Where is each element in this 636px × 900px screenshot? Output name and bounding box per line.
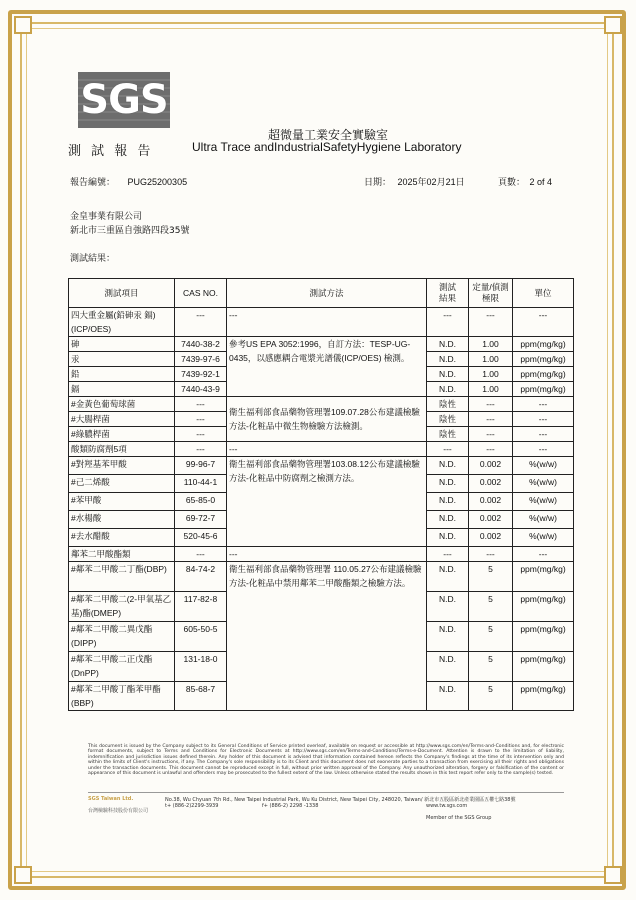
report-number-value: PUG25200305 xyxy=(127,177,188,187)
client-address: 新北市三重區自強路四段35號 xyxy=(70,226,190,236)
header-test-item: 測試項目 xyxy=(69,279,175,308)
cell-unit: ppm(mg/kg) xyxy=(513,622,574,652)
corner-ornament xyxy=(604,16,622,34)
cell-method: --- xyxy=(227,547,427,562)
cell-item: 鉛 xyxy=(69,367,175,382)
cell-result: N.D. xyxy=(427,352,469,367)
footer-member: Member of the SGS Group xyxy=(426,815,492,821)
cell-limit: 5 xyxy=(469,682,513,711)
table-row xyxy=(69,457,574,475)
header-test-result: 測試 結果 xyxy=(427,279,469,308)
cell-cas: 117-82-8 xyxy=(175,592,227,622)
cell-limit: 1.00 xyxy=(469,337,513,352)
table-row xyxy=(69,547,574,562)
cell-limit: 1.00 xyxy=(469,367,513,382)
cell-cas: 7440-43-9 xyxy=(175,382,227,397)
footer-phone: t+ (886-2)2299-3939 xyxy=(165,803,219,809)
cell-result: --- xyxy=(427,442,469,457)
cell-cas: --- xyxy=(175,397,227,412)
cell-unit: %(w/w) xyxy=(513,529,574,547)
cell-cas: 85-68-7 xyxy=(175,682,227,711)
results-label: 測試結果： xyxy=(70,254,116,264)
cell-result: --- xyxy=(427,547,469,562)
cell-unit: %(w/w) xyxy=(513,493,574,511)
cell-method-preservatives: 衛生福利部食品藥物管理署103.08.12公布建議檢驗方法-化粧品中防腐劑之檢測方法。 xyxy=(227,457,427,547)
cell-result: N.D. xyxy=(427,457,469,475)
cell-item: #鄰苯二甲酸丁酯苯甲酯(BBP) xyxy=(69,682,175,711)
cell-cas: 7439-97-6 xyxy=(175,352,227,367)
cell-method-phthalates: 衛生福利部食品藥物管理署 110.05.27公布建議檢驗方法-化粧品中禁用鄰苯二甲酸酯類之檢驗方法。 xyxy=(227,562,427,711)
cell-cas: --- xyxy=(175,427,227,442)
cell-result: N.D. xyxy=(427,592,469,622)
table-row xyxy=(69,397,574,412)
table-row xyxy=(69,308,574,337)
cell-item: #己二烯酸 xyxy=(69,475,175,493)
cell-limit: 0.002 xyxy=(469,511,513,529)
cell-item: #鄰苯二甲酸二(2-甲氧基乙基)酯(DMEP) xyxy=(69,592,175,622)
cell-item: 四大重金屬(鉛砷汞 鎘)(ICP/OES) xyxy=(69,308,175,337)
cell-item: #苯甲酸 xyxy=(69,493,175,511)
cell-item: #去水醋酸 xyxy=(69,529,175,547)
report-number xyxy=(70,175,187,188)
cell-unit: %(w/w) xyxy=(513,457,574,475)
cell-result: N.D. xyxy=(427,382,469,397)
cell-unit: ppm(mg/kg) xyxy=(513,652,574,682)
cell-method: --- xyxy=(227,308,427,337)
cell-cas: 69-72-7 xyxy=(175,511,227,529)
cell-item: #大腸桿菌 xyxy=(69,412,175,427)
cell-item: #綠膿桿菌 xyxy=(69,427,175,442)
footer-company-en: SGS Taiwan Ltd. xyxy=(88,796,134,802)
cell-cas: --- xyxy=(175,308,227,337)
cell-unit: ppm(mg/kg) xyxy=(513,367,574,382)
corner-ornament xyxy=(604,866,622,884)
cell-unit: ppm(mg/kg) xyxy=(513,337,574,352)
cell-item: 汞 xyxy=(69,352,175,367)
cell-unit: ppm(mg/kg) xyxy=(513,352,574,367)
cell-result: N.D. xyxy=(427,337,469,352)
cell-cas: 7439-92-1 xyxy=(175,367,227,382)
cell-result: N.D. xyxy=(427,622,469,652)
cell-cas: 131-18-0 xyxy=(175,652,227,682)
cell-limit: 0.002 xyxy=(469,529,513,547)
footer-fax: f+ (886-2) 2298 -1338 xyxy=(262,803,319,809)
cell-limit: 1.00 xyxy=(469,352,513,367)
cell-limit: 0.002 xyxy=(469,475,513,493)
footer-company-cn: 台灣檢驗科技股份有限公司 xyxy=(88,808,149,814)
lab-name-english: Ultra Trace andIndustrialSafetyHygiene Laboratory xyxy=(192,140,462,154)
cell-item: 鄰苯二甲酸酯類 xyxy=(69,547,175,562)
cell-limit: 5 xyxy=(469,622,513,652)
cell-item: #水楊酸 xyxy=(69,511,175,529)
cell-unit: --- xyxy=(513,547,574,562)
cell-cas: --- xyxy=(175,442,227,457)
header-limit: 定量/偵測 極限 xyxy=(469,279,513,308)
table-row xyxy=(69,442,574,457)
logo-text: SGS xyxy=(80,77,168,123)
cell-unit: %(w/w) xyxy=(513,511,574,529)
footer-address: No.38, Wu Chyuan 7th Rd., New Taipei Industrial Park, Wu Ku District, New Taipei City, 248020, Taiwan/ 新北市五股區新北產業園區五權七路38號 xyxy=(165,797,516,803)
cell-item: 酸類防腐劑5項 xyxy=(69,442,175,457)
cell-result: N.D. xyxy=(427,511,469,529)
cell-result: N.D. xyxy=(427,493,469,511)
page-number xyxy=(498,175,552,188)
cell-item: 砷 xyxy=(69,337,175,352)
cell-limit: --- xyxy=(469,547,513,562)
page-number-value: 2 of 4 xyxy=(529,177,553,187)
cell-unit: ppm(mg/kg) xyxy=(513,682,574,711)
cell-method-microbes: 衛生福利部食品藥物管理署109.07.28公布建議檢驗方法-化粧品中微生物檢驗方法檢測。 xyxy=(227,397,427,442)
cell-unit: ppm(mg/kg) xyxy=(513,592,574,622)
cell-item: #對羥基苯甲酸 xyxy=(69,457,175,475)
report-date-label: 日期： xyxy=(364,177,392,187)
header-cas-no: CAS NO. xyxy=(175,279,227,308)
document-title: 測 試 報 告 xyxy=(68,144,154,159)
table-header-row xyxy=(69,279,574,308)
cell-item: #金黃色葡萄球菌 xyxy=(69,397,175,412)
results-table xyxy=(68,278,574,711)
cell-cas: --- xyxy=(175,412,227,427)
footer-website: www.tw.sgs.com xyxy=(426,803,468,809)
page-number-label: 頁數： xyxy=(498,177,526,187)
cell-result: 陰性 xyxy=(427,412,469,427)
cell-unit: ppm(mg/kg) xyxy=(513,382,574,397)
cell-limit: 5 xyxy=(469,652,513,682)
cell-cas: 84-74-2 xyxy=(175,562,227,592)
footer-company xyxy=(88,796,148,814)
cell-cas: 7440-38-2 xyxy=(175,337,227,352)
cell-limit: 0.002 xyxy=(469,493,513,511)
cell-result: N.D. xyxy=(427,652,469,682)
header-unit: 單位 xyxy=(513,279,574,308)
cell-cas: 99-96-7 xyxy=(175,457,227,475)
cell-unit: ppm(mg/kg) xyxy=(513,562,574,592)
cell-result: N.D. xyxy=(427,367,469,382)
cell-result: N.D. xyxy=(427,682,469,711)
cell-result: N.D. xyxy=(427,475,469,493)
cell-limit: 0.002 xyxy=(469,457,513,475)
cell-unit: --- xyxy=(513,397,574,412)
cell-unit: --- xyxy=(513,427,574,442)
cell-cas: 520-45-6 xyxy=(175,529,227,547)
cell-result: N.D. xyxy=(427,562,469,592)
cell-limit: --- xyxy=(469,442,513,457)
cell-result: 陰性 xyxy=(427,397,469,412)
cell-limit: --- xyxy=(469,308,513,337)
footer-disclaimer: This document is issued by the Company subject to its General Conditions of Service printed overleaf, available on request or accessible at http://www.sgs.com/en/Terms-and-Conditions and, for electronic format documents, subject to Terms and Conditions for Electronic Documents at http://www.sgs.com/en/Terms-and-Conditions/Terms-e-Document. Attention is drawn to the limitation of liability, indemnification and jurisdiction issues defined therein. Any holder of this document is advised that information contained hereon reflects the Company's findings at the time of its intervention only and within the limits of Client's instructions, if any. The Company's sole responsibility is to its Client and this document does not exonerate parties to a transaction from exercising all their rights and obligations under the transaction documents. This document cannot be reproduced except in full, without prior written approval of the Company. Any unauthorized alteration, forgery or falsification of the content or appearance of this document is unlawful and offenders may be prosecuted to the fullest extent of the law. Unless otherwise stated the results shown in this test report refer only to the sample(s) tested. xyxy=(88,744,564,777)
cell-limit: 5 xyxy=(469,592,513,622)
footer-divider xyxy=(88,792,564,793)
cell-limit: 1.00 xyxy=(469,382,513,397)
table-row xyxy=(69,337,574,352)
table-row xyxy=(69,562,574,592)
cell-unit: --- xyxy=(513,442,574,457)
report-date-value: 2025年02月21日 xyxy=(397,177,465,187)
corner-ornament xyxy=(14,16,32,34)
cell-result: N.D. xyxy=(427,529,469,547)
report-number-label: 報告編號： xyxy=(70,177,116,187)
cell-method: --- xyxy=(227,442,427,457)
cell-method-heavy-metals: 參考US EPA 3052:1996，自訂方法：TESP-UG-0435，以感應耦合電漿光譜儀(ICP/OES) 檢測。 xyxy=(227,337,427,397)
cell-result: --- xyxy=(427,308,469,337)
cell-limit: 5 xyxy=(469,562,513,592)
lab-name-chinese: 超微量工業安全實驗室 xyxy=(268,128,389,142)
header-test-method: 測試方法 xyxy=(227,279,427,308)
cell-item: 鎘 xyxy=(69,382,175,397)
cell-cas: --- xyxy=(175,547,227,562)
cell-unit: %(w/w) xyxy=(513,475,574,493)
cell-result: 陰性 xyxy=(427,427,469,442)
cell-unit: --- xyxy=(513,308,574,337)
cell-limit: --- xyxy=(469,397,513,412)
cell-limit: --- xyxy=(469,427,513,442)
cell-cas: 65-85-0 xyxy=(175,493,227,511)
cell-unit: --- xyxy=(513,412,574,427)
report-date xyxy=(364,175,465,188)
client-name: 金皇事業有限公司 xyxy=(70,212,143,222)
cell-item: #鄰苯二甲酸二丁酯(DBP) xyxy=(69,562,175,592)
cell-item: #鄰苯二甲酸二異戊酯(DIPP) xyxy=(69,622,175,652)
corner-ornament xyxy=(14,866,32,884)
cell-cas: 605-50-5 xyxy=(175,622,227,652)
cell-cas: 110-44-1 xyxy=(175,475,227,493)
cell-limit: --- xyxy=(469,412,513,427)
cell-item: #鄰苯二甲酸二正戊酯(DnPP) xyxy=(69,652,175,682)
